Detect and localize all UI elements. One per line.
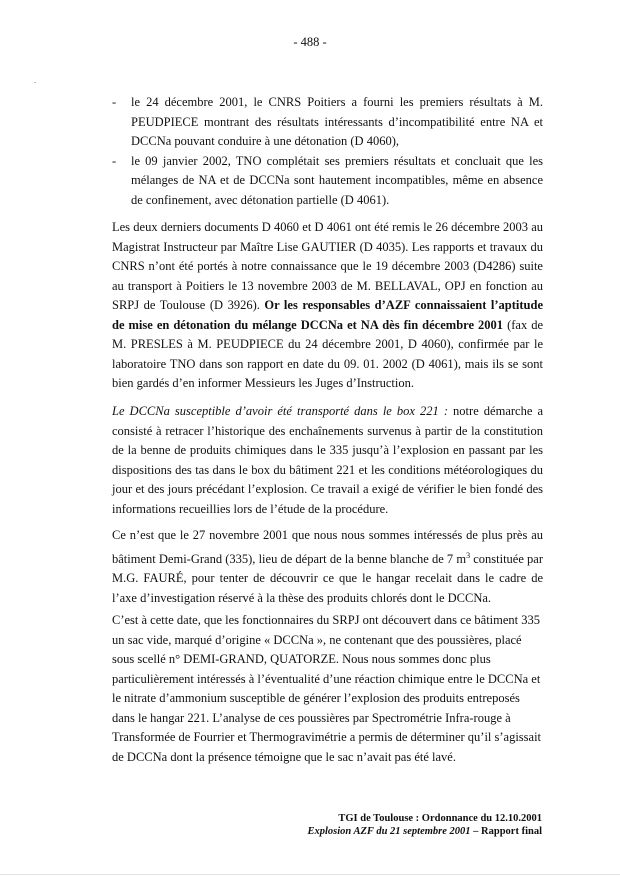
paragraph-text: notre démarche a consisté à retracer l’historique des enchaînements survenus à partir de la constitution de la benne de produits chimiques dans le 335 jusqu’à l’explosion en passant par les dispositions des tas dans le box du bâtiment 221 et les conditions météorologiques du jour et des jours précédant l’explosion. Ce travail a exigé de vérifier le bien fondé des informations recueillies lors de l’étude de la procédure. bbox=[112, 404, 543, 516]
paragraph-text: (fax de M. PRESLES à M. PEUDPIECE du 24 décembre 2001, D 4060), confirmée par le laboratoire TNO dans son rapport en date du 09. 01. 2002 (D 4061), mais ils se sont bien gardés d’en informer Messieurs les Juges d’Instruction. bbox=[112, 317, 544, 390]
paragraph-demi-grand bbox=[112, 526, 543, 608]
bullet-dash: - bbox=[112, 95, 117, 109]
paragraph-text: Les deux derniers documents D 4060 et D 4061 ont été remis le 26 décembre 2003 au Magistrat Instructeur par Maître Lise GAUTIER (D 4035). Les rapports et travaux du CNRS n’ont été portés à notre connaissance que le 19 décembre 2003 (D4286) suite au transport à Poitiers le 13 novembre 2003 de M. BELLAVAL, OPJ en fonction au SRPJ de Toulouse (D 3926). bbox=[112, 220, 543, 312]
bullet-list bbox=[112, 93, 543, 210]
page-number: - 488 - bbox=[293, 35, 327, 49]
text-line: sous scellé n° DEMI-GRAND, QUATORZE. Nous nous sommes donc plus bbox=[112, 652, 491, 666]
emphasis-italic: Le DCCNa susceptible d’avoir été transporté dans le box 221 : bbox=[112, 404, 448, 418]
footer-line-court: TGI de Toulouse : Ordonnance du 12.10.2001 bbox=[338, 813, 542, 824]
paragraph-documents bbox=[112, 218, 543, 394]
paragraph-text: Ce n’est que le 27 novembre 2001 que nous nous sommes intéressés de plus près au bâtiment Demi-Grand (335), lieu de départ de la benne blanche de 7 m bbox=[112, 528, 543, 566]
bullet-item bbox=[112, 152, 543, 211]
bullet-item bbox=[112, 93, 543, 152]
bullet-text: le 09 janvier 2002, TNO complétait ses premiers résultats et concluait que les mélanges de NA et de DCCNa sont hautement incompatibles, même en absence de confinement, avec détonation partielle (D 4061). bbox=[131, 153, 543, 207]
superscript: 3 bbox=[466, 550, 471, 560]
footer-italic: Explosion AZF du 21 septembre 2001 bbox=[307, 826, 471, 837]
footer-line-report bbox=[307, 825, 542, 838]
text-line: C’est à cette date, que les fonctionnaires du SRPJ ont découvert dans ce bâtiment 335 bbox=[112, 613, 541, 627]
footer-text: – Rapport final bbox=[470, 826, 542, 837]
text-line: un sac vide, marqué d’origine « DCCNa », ne contenant que des poussières, placé bbox=[112, 632, 522, 647]
scan-edge-line bbox=[0, 874, 620, 875]
text-line: particulièrement intéressés à l’éventualité d’une réaction chimique entre le DCCNa et bbox=[112, 671, 541, 686]
text-line: le nitrate d’ammonium susceptible de générer l’explosion des produits entreposés bbox=[112, 691, 520, 705]
emphasis-bold: Or les responsables d’AZF connaissaient l’aptitude de mise en détonation du mélange DCCNa et NA dès fin décembre 2001 bbox=[112, 298, 543, 332]
bullet-text: le 24 décembre 2001, le CNRS Poitiers a fourni les premiers résultats à M. PEUDPIECE montrant des résultats intéressants d’incompatibilité entre NA et DCCNa pouvant conduire à une détonation (D 4060), bbox=[131, 95, 543, 148]
text-line: dans le hangar 221. L’analyse de ces poussières par Spectrométrie Infra-rouge à bbox=[112, 710, 511, 725]
text-line: de DCCNa dont la présence témoigne que le sac n’avait pas été lavé. bbox=[112, 749, 456, 764]
text-line: Transformée de Fourrier et Thermogravimétrie a permis de déterminer qu’il s’agissait bbox=[112, 730, 542, 744]
paragraph-text: constituée par M.G. FAURÉ, pour tenter de découvrir ce que le hangar recelait dans le cadre de l’axe d’investigation réservé à la thèse des produits chlorés dont le DCCNa. bbox=[112, 551, 544, 605]
paragraph-analysis bbox=[112, 611, 543, 767]
footer bbox=[307, 812, 542, 838]
bullet-dash: - bbox=[112, 153, 117, 168]
scan-speck bbox=[34, 82, 36, 83]
paragraph-dccna-box bbox=[112, 402, 543, 519]
